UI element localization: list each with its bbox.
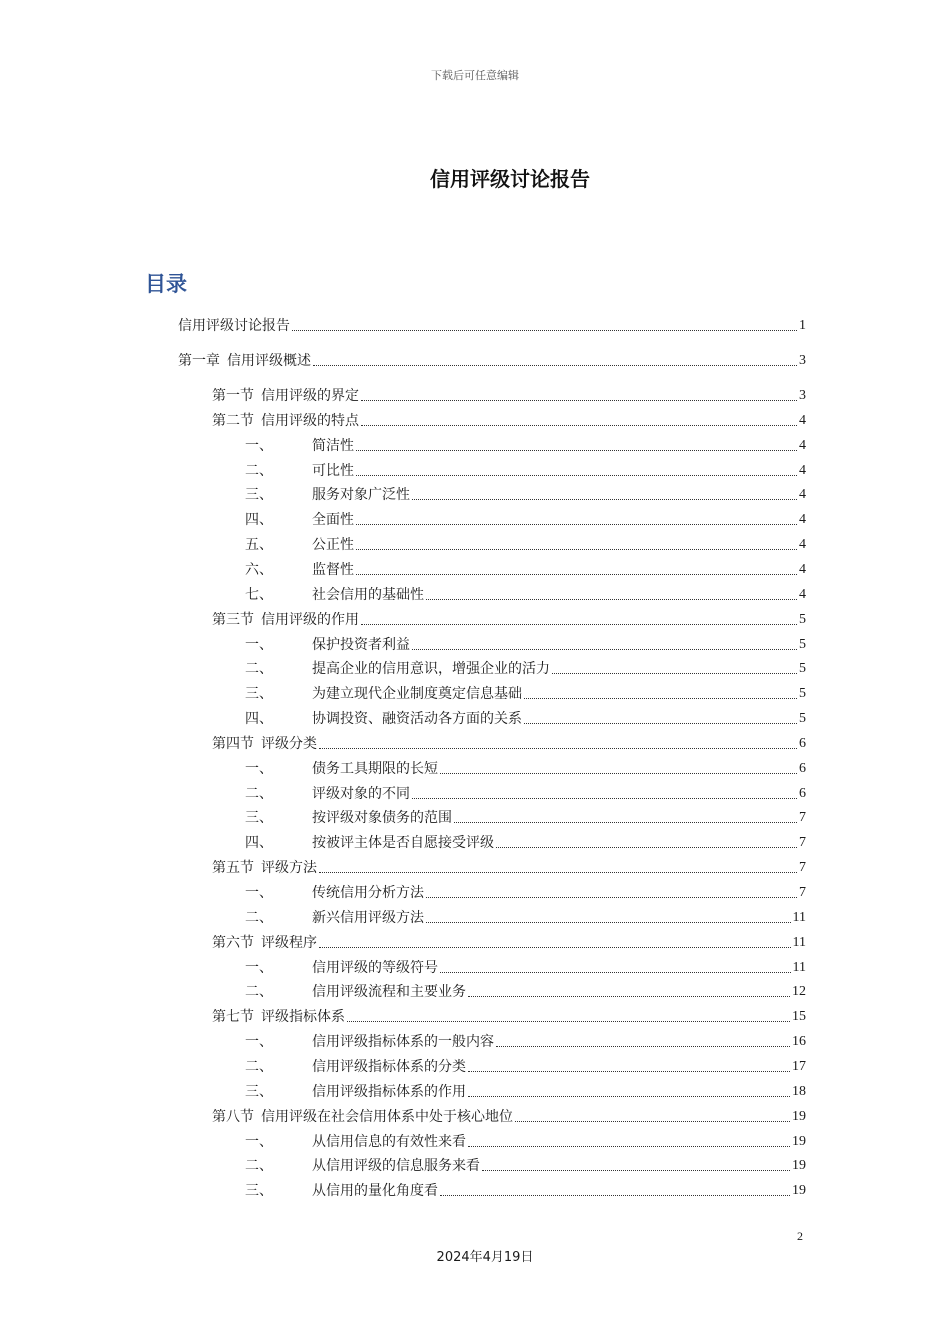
toc-entry-number: 一、 [245,1034,273,1051]
toc-entry-title: 新兴信用评级方法 [312,909,424,926]
toc-entry-number: 一、 [245,760,273,777]
toc-dot-leader [426,599,797,600]
toc-entry-page: 7 [799,835,806,851]
toc-entry[interactable] [245,460,806,480]
toc-entry-page: 3 [799,353,806,368]
toc-entry-page: 4 [799,462,806,478]
toc-entry-number: 二、 [245,661,273,678]
toc-entry[interactable] [245,1131,806,1151]
toc-dot-leader [496,1046,790,1047]
toc-entry[interactable] [212,857,806,877]
toc-entry[interactable] [212,733,806,753]
toc-dot-leader [552,673,797,674]
toc-dot-leader [454,822,797,823]
toc-dot-leader [482,1170,790,1171]
toc-entry[interactable] [245,981,806,1001]
toc-entry-number: 二、 [245,909,273,926]
toc-entry-title: 信用评级的界定 [261,388,359,404]
toc-dot-leader [412,499,797,500]
toc-entry-number: 第一章 [178,353,220,369]
toc-entry-page: 4 [799,561,806,577]
toc-entry-number: 一、 [245,437,273,454]
toc-entry[interactable] [245,509,806,529]
toc-entry[interactable] [212,932,806,952]
toc-entry-number: 二、 [245,785,273,802]
toc-entry-page: 19 [792,1108,806,1124]
toc-dot-leader [468,1096,790,1097]
toc-entry-number: 第三节 [212,611,254,628]
toc-entry[interactable] [245,1180,806,1200]
toc-entry[interactable] [245,1056,806,1076]
toc-entry[interactable] [212,1006,806,1026]
toc-entry-number: 一、 [245,959,273,976]
toc-entry-page: 16 [792,1034,806,1050]
toc-dot-leader [524,698,797,699]
toc-entry-title: 信用评级的特点 [261,412,359,429]
toc-entry-title: 公正性 [312,537,354,554]
toc-entry-title: 信用评级流程和主要业务 [312,984,466,1001]
toc-dot-leader [319,947,791,948]
header-note: 下载后可任意编辑 [431,69,519,82]
toc-entry-number: 四、 [245,711,273,728]
toc-entry[interactable] [245,957,806,977]
toc-entry-page: 11 [792,934,806,950]
toc-entry-title: 按被评主体是否自愿接受评级 [312,835,494,852]
toc-entry-page: 5 [799,636,806,652]
toc-entry[interactable] [212,609,806,629]
toc-entry-title: 从信用的量化角度看 [312,1183,438,1200]
toc-entry-page: 7 [799,860,806,876]
toc-entry-number: 第二节 [212,412,254,429]
toc-dot-leader [356,524,797,525]
toc-entry-number: 三、 [245,686,273,703]
toc-entry[interactable] [245,758,806,778]
toc-dot-leader [356,574,797,575]
document-title: 信用评级讨论报告 [430,167,590,191]
toc-entry-page: 5 [799,711,806,727]
toc-entry[interactable] [245,534,806,554]
toc-entry-title: 全面性 [312,512,354,529]
toc-entry-title: 信用评级指标体系的作用 [312,1083,466,1100]
toc-entry-number: 一、 [245,636,273,653]
toc-entry-title: 债务工具期限的长短 [312,760,438,777]
toc-dot-leader [319,748,797,749]
toc-entry[interactable] [245,683,806,703]
toc-entry-page: 5 [799,611,806,627]
toc-entry-number: 一、 [245,885,273,901]
toc-entry-title: 信用评级在社会信用体系中处于核心地位 [261,1108,513,1125]
toc-dot-leader [292,330,797,331]
toc-entry-title: 保护投资者利益 [312,636,410,653]
toc-dot-leader [356,450,797,451]
toc-entry[interactable] [212,1106,806,1126]
toc-entry-number: 三、 [245,1183,273,1200]
toc-dot-leader [524,723,797,724]
toc-entry-title: 传统信用分析方法 [312,885,424,901]
toc-entry-number: 第七节 [212,1009,254,1026]
toc-entry-page: 15 [792,1009,806,1025]
toc-entry[interactable] [245,907,806,927]
toc-dot-leader [440,1195,790,1196]
toc-entry[interactable] [245,658,806,678]
toc-entry-number: 六、 [245,561,273,578]
toc-dot-leader [426,897,797,898]
toc-entry-number: 三、 [245,1083,273,1100]
toc-entry-page: 4 [799,412,806,428]
toc-entry-number: 五、 [245,537,273,554]
toc-entry[interactable] [245,584,806,604]
toc-dot-leader [356,475,797,476]
toc-entry-page: 6 [799,760,806,776]
toc-entry-title: 评级方法 [261,860,317,877]
toc-entry-title: 评级对象的不同 [312,785,410,802]
toc-dot-leader [356,549,797,550]
toc-entry-number: 三、 [245,487,273,504]
toc-entry-number: 第四节 [212,735,254,752]
toc-dot-leader [468,996,790,997]
toc-entry-number: 二、 [245,1158,273,1175]
toc-dot-leader [313,365,797,366]
toc-entry[interactable] [245,1081,806,1101]
footer-date: 2024年4月19日 [436,1250,534,1265]
toc-entry[interactable] [245,634,806,654]
toc-entry-title: 为建立现代企业制度奠定信息基础 [312,686,522,703]
toc-dot-leader [412,798,797,799]
toc-dot-leader [361,400,797,401]
toc-dot-leader [468,1146,790,1147]
toc-entry-title: 评级指标体系 [261,1009,345,1026]
toc-entry-page: 1 [799,318,806,333]
toc-entry-page: 19 [792,1183,806,1199]
page-number: 2 [797,1229,803,1243]
toc-entry-title: 监督性 [312,561,354,578]
toc-dot-leader [361,624,797,625]
toc-entry-page: 4 [799,586,806,602]
toc-entry-page: 12 [792,984,806,1000]
toc-entry-page: 4 [799,437,806,453]
toc-entry[interactable] [245,484,806,504]
toc-entry-title: 服务对象广泛性 [312,487,410,504]
toc-entry[interactable] [245,882,806,902]
toc-entry-page: 11 [792,959,806,975]
toc-entry-title: 社会信用的基础性 [312,586,424,603]
toc-entry[interactable] [245,783,806,803]
toc-entry-title: 从信用评级的信息服务来看 [312,1158,480,1175]
toc-entry-number: 二、 [245,984,273,1001]
toc-dot-leader [426,922,791,923]
toc-entry-page: 19 [792,1133,806,1149]
toc-dot-leader [347,1021,790,1022]
toc-entry-number: 一、 [245,1133,273,1150]
toc-entry-number: 第一节 [212,388,254,404]
toc-entry-page: 19 [792,1158,806,1174]
toc-entry-title: 信用评级指标体系的分类 [312,1058,466,1075]
toc-entry-page: 7 [799,810,806,826]
toc-entry-page: 5 [799,661,806,677]
toc-entry-title: 评级程序 [261,934,317,951]
toc-entry-page: 17 [792,1058,806,1074]
toc-dot-leader [361,425,797,426]
toc-entry-title: 信用评级的等级符号 [312,959,438,976]
toc-dot-leader [496,847,797,848]
toc-entry-page: 4 [799,512,806,528]
toc-entry-page: 6 [799,735,806,751]
toc-entry-title: 信用评级概述 [227,353,311,369]
toc-entry-title: 从信用信息的有效性来看 [312,1133,466,1150]
toc-entry[interactable] [178,350,806,370]
toc-entry[interactable] [212,410,806,430]
toc-entry-page: 6 [799,785,806,801]
toc-entry-number: 三、 [245,810,273,827]
toc-entry-number: 四、 [245,835,273,852]
toc-dot-leader [319,872,797,873]
toc-entry-page: 3 [799,388,806,403]
toc-dot-leader [468,1071,790,1072]
toc-entry-page: 7 [799,885,806,900]
toc-entry[interactable] [178,315,806,335]
toc-entry[interactable] [245,435,806,455]
toc-entry-title: 按评级对象债务的范围 [312,810,452,827]
toc-entry-number: 二、 [245,462,273,479]
toc-entry[interactable] [245,1031,806,1051]
toc-entry-title: 提高企业的信用意识，增强企业的活力 [312,661,550,678]
toc-entry-page: 18 [792,1083,806,1099]
toc-entry-title: 信用评级指标体系的一般内容 [312,1034,494,1051]
toc-entry-page: 5 [799,686,806,702]
toc-entry[interactable] [245,559,806,579]
toc-dot-leader [412,649,797,650]
toc-entry[interactable] [212,385,806,405]
toc-entry-number: 四、 [245,512,273,529]
toc-entry-page: 11 [792,909,806,925]
toc-entry-title: 评级分类 [261,735,317,752]
toc-entry-title: 简洁性 [312,437,354,454]
toc-entry-page: 4 [799,487,806,503]
toc-entry-title: 可比性 [312,462,354,479]
toc-entry-title: 信用评级的作用 [261,611,359,628]
toc-dot-leader [515,1121,790,1122]
toc-entry-number: 第五节 [212,860,254,877]
toc-dot-leader [440,773,797,774]
toc-entry-number: 二、 [245,1058,273,1075]
toc-entry[interactable] [245,807,806,827]
toc-entry-title: 信用评级讨论报告 [178,318,290,334]
toc-entry-number: 七、 [245,586,273,603]
toc-entry-number: 第六节 [212,934,254,951]
toc-entry-number: 第八节 [212,1108,254,1125]
toc-entry[interactable] [245,1155,806,1175]
toc-entry-title: 协调投资、融资活动各方面的关系 [312,711,522,728]
toc-entry-page: 4 [799,537,806,553]
toc-entry[interactable] [245,708,806,728]
toc-heading: 目录 [145,272,187,296]
toc-entry[interactable] [245,832,806,852]
toc-dot-leader [440,972,791,973]
